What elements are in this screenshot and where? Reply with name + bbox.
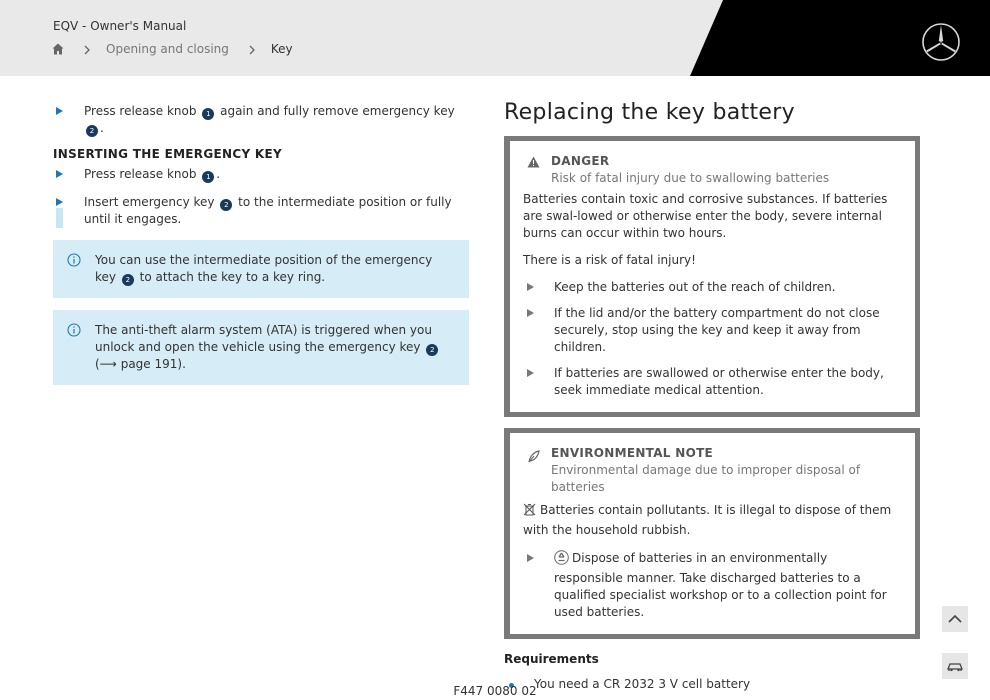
info-text: You can use the intermediate position of the emergency key [95, 253, 433, 284]
crossed-bin-icon [523, 503, 536, 521]
number-2-icon: 2 [122, 274, 134, 286]
step-text: Press release knob [84, 167, 201, 181]
scroll-to-top-button[interactable] [942, 606, 968, 632]
number-1-icon: 1 [202, 108, 214, 120]
step-text: Insert emergency key [84, 195, 219, 209]
step-text: Press release knob [84, 104, 201, 118]
breadcrumb-key: Key [270, 42, 293, 56]
step-arrow-icon [56, 107, 63, 115]
step-arrow-icon [56, 198, 63, 206]
vehicle-icon [942, 653, 968, 679]
env-step [523, 550, 899, 621]
step-text: again and fully remove emergency key [216, 104, 455, 118]
info-box-key-ring [53, 240, 469, 298]
step-text: . [100, 121, 104, 135]
info-box-anti-theft [53, 310, 469, 385]
danger-step-text: Keep the batteries out of the reach of children. [554, 280, 836, 294]
chevron-right-icon [247, 44, 257, 54]
leaf-icon [527, 450, 540, 468]
danger-step [523, 365, 899, 399]
danger-text: Batteries contain toxic and corrosive substances. If batteries are swal-lowed or otherwise enter the body, severe internal burns can occur within two hours. [523, 192, 888, 240]
env-subtitle: Environmental damage due to improper disposal of batteries [551, 463, 861, 494]
danger-subtitle: Risk of fatal injury due to swallowing batteries [551, 171, 830, 185]
info-text: The anti-theft alarm system (ATA) is triggered when you unlock and open the vehicle using the emergency key [95, 323, 432, 354]
number-2-icon: 2 [220, 199, 232, 211]
step-arrow-icon [527, 283, 534, 291]
step-progress-bar [56, 208, 63, 228]
env-label: ENVIRONMENTAL NOTE [551, 446, 714, 460]
danger-risk: There is a risk of fatal injury! [523, 253, 696, 267]
number-2-icon: 2 [426, 344, 438, 356]
vehicle-view-button[interactable] [942, 653, 968, 679]
step-arrow-icon [527, 554, 534, 562]
figure-code: F447 0080 02 [453, 684, 537, 698]
page-link[interactable]: (⟶ page 191). [95, 357, 186, 371]
number-2-icon: 2 [86, 125, 98, 137]
step-text: . [216, 167, 221, 181]
breadcrumb [52, 42, 293, 56]
mercedes-star-logo [921, 22, 961, 62]
environmental-note-box [504, 428, 920, 639]
danger-step-text: If batteries are swallowed or otherwise enter the body, seek immediate medical attention. [554, 366, 884, 397]
requirements-title: Requirements [504, 652, 599, 666]
danger-step [523, 305, 899, 356]
app-title: EQV - Owner's Manual [53, 19, 187, 33]
step-press-knob [53, 166, 469, 183]
danger-box [504, 136, 920, 417]
number-1-icon: 1 [202, 171, 214, 183]
env-header [523, 445, 899, 496]
step-arrow-icon [527, 369, 534, 377]
warning-triangle-icon [527, 156, 540, 173]
danger-step [523, 279, 899, 296]
requirement-text: You need a CR 2032 3 V cell battery [534, 677, 751, 691]
step-insert-key [53, 194, 469, 228]
info-icon [67, 253, 81, 267]
env-text-body: Batteries contain pollutants. It is illegal to dispose of them with the household rubbish. [523, 503, 892, 537]
left-column [53, 103, 469, 385]
env-text [523, 501, 899, 539]
chevron-up-icon [942, 606, 968, 632]
page-header [0, 0, 990, 76]
right-column [504, 100, 920, 691]
home-icon[interactable] [52, 43, 64, 55]
info-icon [67, 323, 81, 337]
recycle-icon [554, 550, 569, 570]
danger-header [523, 153, 899, 187]
chevron-right-icon [82, 44, 92, 54]
env-step-text: Dispose of batteries in an environmentally responsible manner. Take discharged batteries to a qualified specialist workshop or to a collection point for used batteries. [554, 551, 887, 619]
step-text: to the intermediate position or fully until it engages. [84, 195, 452, 226]
breadcrumb-opening-and-closing[interactable]: Opening and closing [106, 42, 229, 56]
subheading-inserting-emergency-key: INSERTING THE EMERGENCY KEY [53, 147, 282, 161]
section-title: Replacing the key battery [504, 100, 795, 125]
step-remove-key [53, 103, 469, 137]
step-arrow-icon [56, 170, 63, 178]
step-arrow-icon [527, 309, 534, 317]
danger-step-text: If the lid and/or the battery compartment do not close securely, stop using the key and keep it away from children. [554, 306, 880, 354]
info-text: to attach the key to a key ring. [135, 270, 326, 284]
danger-label: DANGER [551, 154, 610, 168]
